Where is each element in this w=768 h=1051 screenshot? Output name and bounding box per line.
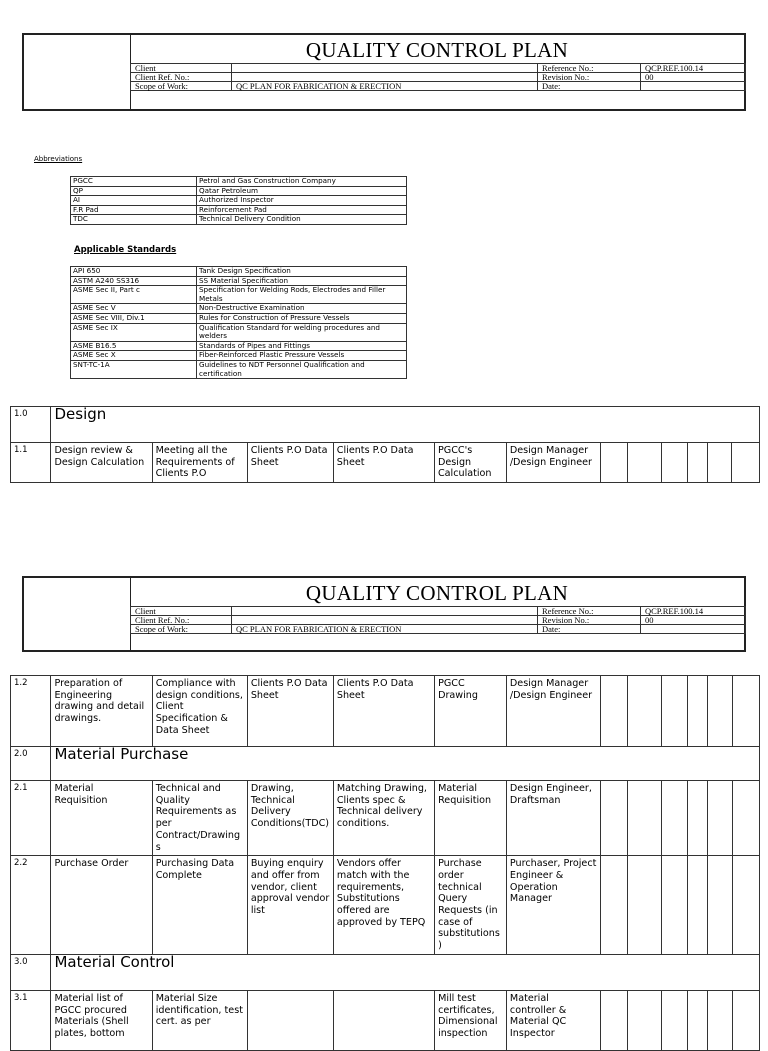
check-cell — [661, 443, 687, 483]
criteria-cell: Meeting all the Requirements of Clients P.O — [152, 443, 247, 483]
reference-label: Reference No.: — [538, 64, 641, 73]
item-number: 1.2 — [11, 676, 51, 747]
revision-value: 00 — [641, 73, 746, 82]
abbr-cell: QP — [71, 186, 197, 196]
section-title: Design — [51, 407, 760, 443]
standard-code: ASTM A240 SS316 — [71, 276, 197, 286]
check-cell — [628, 781, 661, 856]
table-row — [71, 323, 407, 341]
standard-code: ASME B16.5 — [71, 341, 197, 351]
responsible-cell: Design Manager /Design Engineer — [506, 443, 600, 483]
check-cell — [661, 990, 687, 1050]
activity-cell: Purchase Order — [51, 856, 152, 955]
acceptance-cell: Vendors offer match with the requirements, Substitutions offered are approved by TEPQ — [333, 856, 434, 955]
standard-code: ASME Sec V — [71, 304, 197, 314]
check-cell — [628, 443, 661, 483]
abbr-desc: Technical Delivery Condition — [197, 215, 407, 225]
reference-cell — [247, 990, 333, 1050]
item-number: 2.2 — [11, 856, 51, 955]
item-number: 2.1 — [11, 781, 51, 856]
section-row — [11, 407, 760, 443]
standard-code: ASME Sec X — [71, 351, 197, 361]
header-row — [131, 616, 746, 625]
abbr-cell: TDC — [71, 215, 197, 225]
header-info-table — [130, 63, 746, 91]
abbr-desc: Authorized Inspector — [197, 196, 407, 206]
date-label: Date: — [538, 82, 641, 91]
activity-cell: Design review & Design Calculation — [51, 443, 152, 483]
check-cell — [601, 856, 628, 955]
check-cell — [732, 856, 759, 955]
scope-value: QC PLAN FOR FABRICATION & ERECTION — [232, 625, 538, 634]
activity-cell: Preparation of Engineering drawing and detail drawings. — [51, 676, 152, 747]
check-cell — [628, 676, 661, 747]
check-cell — [688, 990, 708, 1050]
standard-desc: Guidelines to NDT Personnel Qualification and certification — [197, 360, 407, 378]
abbr-desc: Petrol and Gas Construction Company — [197, 177, 407, 187]
check-cell — [708, 443, 732, 483]
reference-cell: Buying enquiry and offer from vendor, client approval vendor list — [247, 856, 333, 955]
criteria-cell: Compliance with design conditions, Client Specification & Data Sheet — [152, 676, 247, 747]
check-cell — [661, 856, 687, 955]
check-cell — [688, 856, 708, 955]
header-row — [131, 625, 746, 634]
header-info-table — [130, 606, 746, 634]
scope-label: Scope of Work: — [131, 625, 232, 634]
client-label: Client — [131, 607, 232, 616]
standard-desc: Qualification Standard for welding procedures and welders — [197, 323, 407, 341]
check-cell — [661, 781, 687, 856]
client-value — [232, 64, 538, 73]
reference-label: Reference No.: — [538, 607, 641, 616]
section-title: Material Purchase — [51, 747, 760, 781]
revision-label: Revision No.: — [538, 73, 641, 82]
activity-cell: Material Requisition — [51, 781, 152, 856]
reference-cell: Drawing, Technical Delivery Conditions(TDC) — [247, 781, 333, 856]
check-cell — [708, 856, 732, 955]
acceptance-cell: Clients P.O Data Sheet — [333, 443, 434, 483]
standard-desc: Rules for Construction of Pressure Vessels — [197, 313, 407, 323]
table-row — [11, 856, 760, 955]
item-number: 1.1 — [11, 443, 51, 483]
standard-desc: Tank Design Specification — [197, 267, 407, 277]
section-row — [11, 954, 760, 990]
check-cell — [708, 781, 732, 856]
check-cell — [732, 781, 759, 856]
standard-desc: SS Material Specification — [197, 276, 407, 286]
check-cell — [732, 990, 759, 1050]
table-row — [71, 360, 407, 378]
standard-code: ASME Sec II, Part c — [71, 286, 197, 304]
table-row — [11, 443, 760, 483]
standard-desc: Non-Destructive Examination — [197, 304, 407, 314]
table-row — [71, 286, 407, 304]
table-row — [71, 313, 407, 323]
responsible-cell: Design Engineer, Draftsman — [506, 781, 600, 856]
date-label: Date: — [538, 625, 641, 634]
section-title: Material Control — [51, 954, 760, 990]
reference-cell: Clients P.O Data Sheet — [247, 443, 333, 483]
criteria-cell: Purchasing Data Complete — [152, 856, 247, 955]
check-cell — [732, 676, 759, 747]
reference-cell: Clients P.O Data Sheet — [247, 676, 333, 747]
item-number: 3.1 — [11, 990, 51, 1050]
date-value — [641, 625, 746, 634]
standards-title: Applicable Standards — [74, 245, 177, 255]
logo-box — [24, 35, 131, 109]
acceptance-cell: Matching Drawing, Clients spec & Technical delivery conditions. — [333, 781, 434, 856]
table-row — [71, 351, 407, 361]
abbr-cell: AI — [71, 196, 197, 206]
check-cell — [628, 990, 661, 1050]
standard-desc: Standards of Pipes and Fittings — [197, 341, 407, 351]
check-cell — [688, 676, 708, 747]
revision-value: 00 — [641, 616, 746, 625]
client-ref-label: Client Ref. No.: — [131, 616, 232, 625]
abbr-desc: Reinforcement Pad — [197, 205, 407, 215]
responsible-cell: Design Manager /Design Engineer — [506, 676, 600, 747]
standard-code: ASME Sec VIII, Div.1 — [71, 313, 197, 323]
standard-code: ASME Sec IX — [71, 323, 197, 341]
qc-table-main — [10, 675, 760, 1051]
standard-desc: Specification for Welding Rods, Electrodes and Filler Metals — [197, 286, 407, 304]
reference-value: QCP.REF.100.14 — [641, 607, 746, 616]
revision-label: Revision No.: — [538, 616, 641, 625]
reference-value: QCP.REF.100.14 — [641, 64, 746, 73]
standard-code: SNT-TC-1A — [71, 360, 197, 378]
abbr-cell: F.R Pad — [71, 205, 197, 215]
section-number: 2.0 — [11, 747, 51, 781]
table-row — [71, 267, 407, 277]
acceptance-cell: Clients P.O Data Sheet — [333, 676, 434, 747]
client-label: Client — [131, 64, 232, 73]
check-cell — [601, 990, 628, 1050]
abbr-cell: PGCC — [71, 177, 197, 187]
document-header — [22, 576, 746, 652]
standards-table — [70, 266, 407, 379]
document-title: QUALITY CONTROL PLAN — [305, 38, 569, 62]
criteria-cell: Material Size identification, test cert. as per — [152, 990, 247, 1050]
abbr-desc: Qatar Petroleum — [197, 186, 407, 196]
record-cell: PGCC's Design Calculation — [434, 443, 506, 483]
record-cell: Material Requisition — [435, 781, 507, 856]
check-cell — [601, 676, 628, 747]
check-cell — [601, 781, 628, 856]
date-value — [641, 82, 746, 91]
responsible-cell: Purchaser, Project Engineer & Operation Manager — [506, 856, 600, 955]
client-value — [232, 607, 538, 616]
document-header — [22, 33, 746, 111]
table-row — [71, 215, 407, 225]
header-row — [131, 82, 746, 91]
check-cell — [661, 676, 687, 747]
table-row — [71, 196, 407, 206]
client-ref-label: Client Ref. No.: — [131, 73, 232, 82]
check-cell — [628, 856, 661, 955]
check-cell — [600, 443, 627, 483]
table-row — [11, 676, 760, 747]
document-title: QUALITY CONTROL PLAN — [305, 581, 569, 605]
header-row — [131, 73, 746, 82]
check-cell — [687, 443, 707, 483]
logo-box — [24, 578, 131, 650]
acceptance-cell — [333, 990, 434, 1050]
scope-label: Scope of Work: — [131, 82, 232, 91]
qc-table-design — [10, 406, 760, 483]
section-number: 3.0 — [11, 954, 51, 990]
scope-value: QC PLAN FOR FABRICATION & ERECTION — [232, 82, 538, 91]
responsible-cell: Material controller & Material QC Inspector — [506, 990, 600, 1050]
standard-code: API 650 — [71, 267, 197, 277]
table-row — [11, 990, 760, 1050]
section-row — [11, 747, 760, 781]
record-cell: PGCC Drawing — [435, 676, 507, 747]
activity-cell: Material list of PGCC procured Materials (Shell plates, bottom — [51, 990, 152, 1050]
check-cell — [708, 990, 732, 1050]
criteria-cell: Technical and Quality Requirements as per Contract/Drawings — [152, 781, 247, 856]
abbreviations-table — [70, 176, 407, 225]
section-number: 1.0 — [11, 407, 51, 443]
table-row — [11, 781, 760, 856]
check-cell — [708, 676, 732, 747]
abbreviations-title: Abbreviations — [34, 155, 83, 163]
check-cell — [732, 443, 760, 483]
standard-desc: Fiber-Reinforced Plastic Pressure Vessels — [197, 351, 407, 361]
record-cell: Purchase order technical Query Requests (in case of substitutions) — [435, 856, 507, 955]
table-row — [71, 177, 407, 187]
record-cell: Mill test certificates, Dimensional inspection — [435, 990, 507, 1050]
check-cell — [688, 781, 708, 856]
